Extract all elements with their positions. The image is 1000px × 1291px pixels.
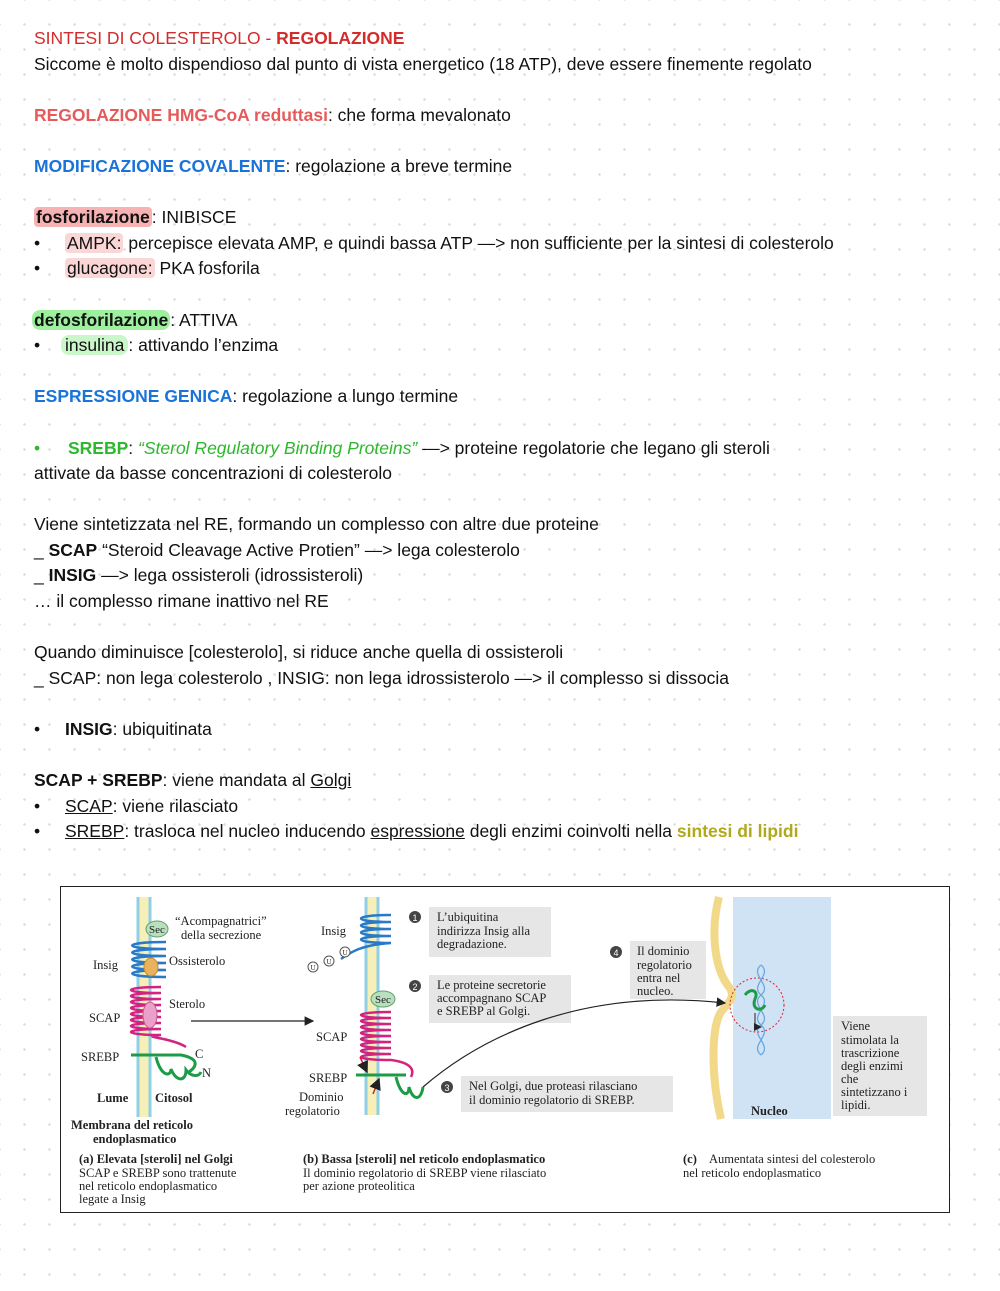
complex-insig: _ INSIG —> lega ossisteroli (idrossisteroli) bbox=[34, 565, 364, 586]
complex-scap: _ SCAP “Steroid Cleavage Active Protien” —> lega colesterolo bbox=[34, 539, 520, 560]
notes-body bbox=[34, 26, 984, 845]
list-item: • INSIG: ubiquitinata bbox=[34, 719, 212, 740]
step-3-number: 3 bbox=[444, 1083, 450, 1093]
golgi-heading: SCAP + SREBP: viene mandata al Golgi bbox=[34, 770, 352, 791]
ubiquitin-label: U bbox=[342, 949, 348, 957]
membrane-label-1: Membrana del reticolo bbox=[71, 1118, 193, 1132]
domain-label-2: regolatorio bbox=[285, 1104, 340, 1118]
step-2-number: 2 bbox=[412, 982, 418, 992]
srebp-label-b: SREBP bbox=[309, 1071, 348, 1085]
step-5-text: lipidi. bbox=[841, 1098, 871, 1112]
lumen-label: Lume bbox=[97, 1091, 129, 1105]
intro-text: Siccome è molto dispendioso dal punto di vista energetico (18 ATP), deve essere finemente regolato bbox=[34, 53, 812, 74]
srebp-line: • SREBP: “Sterol Regulatory Binding Proteins” —> proteine regolatorie che legano gli steroli bbox=[34, 437, 770, 458]
caption-b-label: (b) Bassa [steroli] nel reticolo endoplasmatico bbox=[303, 1152, 546, 1166]
step-5-text: Viene bbox=[841, 1019, 871, 1033]
gene-heading: ESPRESSIONE GENICA: regolazione a lungo termine bbox=[34, 386, 459, 407]
nucleus-label: Nucleo bbox=[751, 1104, 788, 1118]
caption-c-label: (c) bbox=[683, 1152, 697, 1166]
page-title: SINTESI DI COLESTEROLO - REGOLAZIONE bbox=[34, 28, 405, 48]
decrease-line2: _ SCAP: non lega colesterolo , INSIG: non lega idrossisterolo —> il complesso si dissocia bbox=[34, 667, 729, 688]
sterol-label: Sterolo bbox=[169, 997, 206, 1011]
sec-label-a: Sec bbox=[149, 924, 165, 936]
step-2-box bbox=[409, 975, 571, 1023]
ubiquitin-label: U bbox=[326, 958, 332, 966]
caption-b-text: per azione proteolitica bbox=[303, 1179, 415, 1193]
scap-label-b: SCAP bbox=[316, 1030, 348, 1044]
step-1-text: indirizza Insig alla bbox=[437, 924, 531, 938]
list-item: • SREBP: trasloca nel nucleo inducendo espressione degli enzimi coinvolti nella sintesi di lipidi bbox=[34, 821, 799, 842]
caption-a-text: legate a Insig bbox=[79, 1192, 146, 1206]
cytosol-label: Citosol bbox=[155, 1091, 193, 1105]
step-3-text: Nel Golgi, due proteasi rilasciano bbox=[469, 1079, 638, 1093]
step-5-text: trascrizione bbox=[841, 1046, 900, 1060]
nucleus-shape bbox=[733, 897, 831, 1119]
n-terminus-label: N bbox=[202, 1066, 212, 1080]
caption-c-text: nel reticolo endoplasmatico bbox=[683, 1166, 822, 1180]
step-1-box bbox=[409, 907, 551, 957]
step-2-text: Le proteine secretorie bbox=[437, 978, 546, 992]
scap-label-a: SCAP bbox=[89, 1011, 121, 1025]
step-3-text: il dominio regolatorio di SREBP. bbox=[469, 1093, 635, 1107]
caption-c-text: Aumentata sintesi del colesterolo bbox=[709, 1152, 876, 1166]
list-item: • AMPK: percepisce elevata AMP, e quindi bassa ATP —> non sufficiente per la sintesi di colesterolo bbox=[34, 232, 834, 253]
step-2-text: accompagnano SCAP bbox=[437, 991, 547, 1005]
membrane-label-2: endoplasmatico bbox=[93, 1132, 177, 1146]
domain-label-1: Dominio bbox=[299, 1090, 344, 1104]
caption-b-text: Il dominio regolatorio di SREBP viene rilasciato bbox=[303, 1166, 547, 1180]
step-2-text: e SREBP al Golgi. bbox=[437, 1004, 531, 1018]
acomp-label-2: della secrezione bbox=[181, 928, 262, 942]
caption-a-text: nel reticolo endoplasmatico bbox=[79, 1179, 218, 1193]
insig-label-b: Insig bbox=[321, 924, 346, 938]
srebp-line2: attivate da basse concentrazioni di colesterolo bbox=[34, 463, 392, 484]
hmg-heading: REGOLAZIONE HMG-CoA reduttasi: che forma mevalonato bbox=[34, 104, 511, 125]
complex-line4: … il complesso rimane inattivo nel RE bbox=[34, 591, 329, 612]
insig-label-a: Insig bbox=[93, 958, 118, 972]
acomp-label: “Acompagnatrici” bbox=[175, 914, 267, 928]
oxysterol-label: Ossisterolo bbox=[169, 954, 226, 968]
phos-heading: fosforilazione : INIBISCE bbox=[36, 207, 237, 228]
sec-label-b: Sec bbox=[375, 994, 391, 1006]
step-1-text: degradazione. bbox=[437, 937, 507, 951]
oxysterol-shape bbox=[144, 958, 158, 976]
caption-a-text: SCAP e SREBP sono trattenute bbox=[79, 1166, 237, 1180]
step-4-box bbox=[610, 941, 706, 999]
step-5-text: stimolata la bbox=[841, 1033, 899, 1047]
step-5-text: degli enzimi bbox=[841, 1059, 904, 1073]
list-item: • SCAP: viene rilasciato bbox=[34, 795, 239, 816]
caption-a-label: (a) Elevata [steroli] nel Golgi bbox=[79, 1152, 233, 1166]
list-item: • insulina : attivando l’enzima bbox=[34, 335, 279, 356]
step-4-text: nucleo. bbox=[637, 984, 674, 998]
c-terminus-label: C bbox=[195, 1047, 204, 1061]
step-4-text: entra nel bbox=[637, 971, 681, 985]
step-4-text: Il dominio bbox=[637, 944, 690, 958]
step-1-number: 1 bbox=[412, 913, 418, 923]
srebp-label-a: SREBP bbox=[81, 1050, 120, 1064]
step-3-box bbox=[441, 1076, 673, 1112]
dephos-heading: defosforilazione : ATTIVA bbox=[34, 309, 238, 330]
step-4-number: 4 bbox=[613, 948, 619, 958]
step-1-text: L’ubiquitina bbox=[437, 910, 499, 924]
list-item: • glucagone: PKA fosforila bbox=[34, 258, 260, 279]
decrease-line1: Quando diminuisce [colesterolo], si riduce anche quella di ossisteroli bbox=[34, 642, 564, 663]
complex-line1: Viene sintetizzata nel RE, formando un complesso con altre due proteine bbox=[34, 514, 599, 535]
sterol-shape bbox=[143, 1002, 157, 1028]
step-5-text: che bbox=[841, 1072, 859, 1086]
step-4-text: regolatorio bbox=[637, 958, 692, 972]
step-5-text: sintetizzano i bbox=[841, 1085, 908, 1099]
ubiquitin-label: U bbox=[310, 964, 316, 972]
covalent-heading: MODIFICAZIONE COVALENTE: regolazione a breve termine bbox=[34, 155, 513, 176]
srebp-figure bbox=[60, 886, 950, 1213]
